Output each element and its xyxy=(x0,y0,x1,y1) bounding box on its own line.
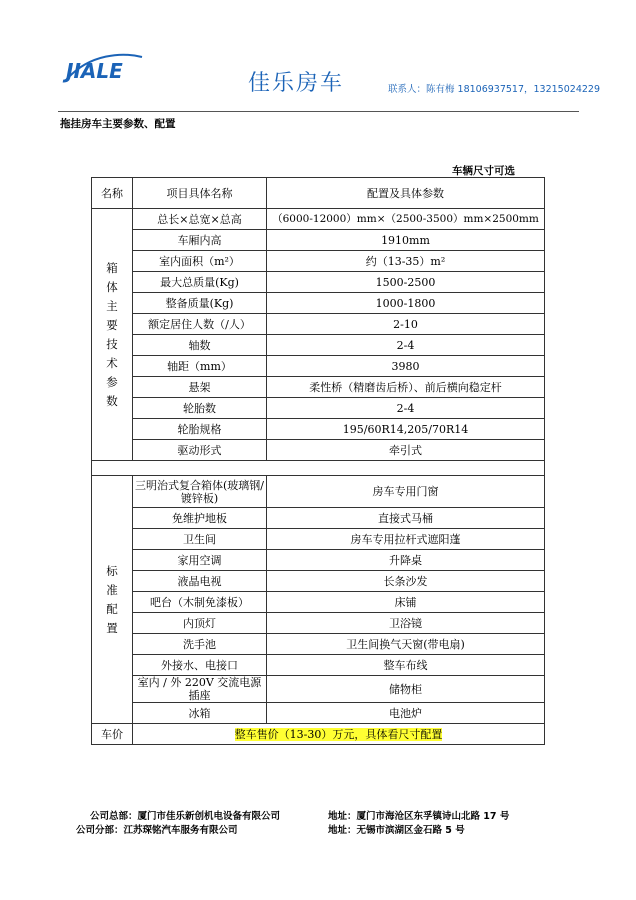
table-row xyxy=(92,293,545,314)
config-item-right: 储物柜 xyxy=(267,676,545,703)
table-row xyxy=(92,529,545,550)
spec-item: 驱动形式 xyxy=(133,440,267,461)
table-row xyxy=(92,592,545,613)
config-item-left: 家用空调 xyxy=(133,550,267,571)
config-section-label: 标 准 配 置 xyxy=(92,476,133,724)
spec-table xyxy=(91,177,545,745)
config-item-left: 液晶电视 xyxy=(133,571,267,592)
company-logo xyxy=(60,48,146,88)
table-row xyxy=(92,703,545,724)
table-row xyxy=(92,209,545,230)
spec-item: 轮胎规格 xyxy=(133,419,267,440)
table-row xyxy=(92,676,545,703)
spec-value: 2-4 xyxy=(267,398,545,419)
spec-value: 1000-1800 xyxy=(267,293,545,314)
config-item-left: 洗手池 xyxy=(133,634,267,655)
table-row xyxy=(92,272,545,293)
footer-branch-address: 地址：无锡市滨湖区金石路 5 号 xyxy=(328,825,465,836)
config-item-left: 免维护地板 xyxy=(133,508,267,529)
table-row xyxy=(92,440,545,461)
table-row xyxy=(92,613,545,634)
logo-text: JIALE xyxy=(66,59,123,83)
config-item-left: 外接水、电接口 xyxy=(133,655,267,676)
table-row xyxy=(92,419,545,440)
spec-value: 3980 xyxy=(267,356,545,377)
size-note: 车辆尺寸可选 xyxy=(452,165,515,177)
config-item-right: 房车专用门窗 xyxy=(267,476,545,508)
document-title: 拖挂房车主要参数、配置 xyxy=(60,118,176,130)
config-item-right: 卫浴镜 xyxy=(267,613,545,634)
config-item-left: 吧台（木制免漆板） xyxy=(133,592,267,613)
table-row xyxy=(92,314,545,335)
spec-value: 1910mm xyxy=(267,230,545,251)
spec-item: 轴数 xyxy=(133,335,267,356)
spec-value: 2-4 xyxy=(267,335,545,356)
table-row xyxy=(92,571,545,592)
table-row xyxy=(92,634,545,655)
header-value: 配置及具体参数 xyxy=(267,178,545,209)
config-item-left: 卫生间 xyxy=(133,529,267,550)
config-item-right: 长条沙发 xyxy=(267,571,545,592)
config-item-right: 电池炉 xyxy=(267,703,545,724)
spec-value: 1500-2500 xyxy=(267,272,545,293)
table-row xyxy=(92,377,545,398)
spec-value: 牵引式 xyxy=(267,440,545,461)
table-spacer-row xyxy=(92,461,545,476)
price-value: 整车售价（13-30）万元，具体看尺寸配置 xyxy=(234,727,443,741)
table-row xyxy=(92,476,545,508)
header-item: 项目具体名称 xyxy=(133,178,267,209)
table-row xyxy=(92,251,545,272)
config-item-left: 室内 / 外 220V 交流电源插座 xyxy=(133,676,267,703)
footer-hq-address: 地址：厦门市海沧区东孚镇诗山北路 17 号 xyxy=(328,811,510,822)
header-name: 名称 xyxy=(92,178,133,209)
config-item-left: 冰箱 xyxy=(133,703,267,724)
config-item-right: 卫生间换气天窗(带电扇) xyxy=(267,634,545,655)
footer-hq: 公司总部：厦门市佳乐新创机电设备有限公司 xyxy=(90,811,281,822)
table-row xyxy=(92,655,545,676)
config-item-right: 房车专用拉杆式遮阳蓬 xyxy=(267,529,545,550)
table-row xyxy=(92,550,545,571)
config-item-right: 整车布线 xyxy=(267,655,545,676)
brand-name: 佳乐房车 xyxy=(248,71,345,96)
table-row xyxy=(92,230,545,251)
spec-item: 总长×总宽×总高 xyxy=(133,209,267,230)
price-label: 车价 xyxy=(92,724,133,745)
spec-item: 室内面积（m²） xyxy=(133,251,267,272)
config-item-right: 直接式马桶 xyxy=(267,508,545,529)
spec-value: 195/60R14,205/70R14 xyxy=(267,419,545,440)
spec-value: 2-10 xyxy=(267,314,545,335)
header-divider xyxy=(58,111,579,112)
spec-value: （6000-12000）mm×（2500-3500）mm×2500mm xyxy=(267,209,545,230)
spec-item: 最大总质量(Kg) xyxy=(133,272,267,293)
table-row xyxy=(92,356,545,377)
tech-section-label: 箱 体 主 要 技 术 参 数 xyxy=(92,209,133,461)
spec-item: 车厢内高 xyxy=(133,230,267,251)
config-item-left: 三明治式复合箱体(玻璃钢/镀锌板) xyxy=(133,476,267,508)
config-item-left: 内顶灯 xyxy=(133,613,267,634)
config-item-right: 床铺 xyxy=(267,592,545,613)
spec-item: 整备质量(Kg) xyxy=(133,293,267,314)
spec-item: 额定居住人数（/人） xyxy=(133,314,267,335)
config-item-right: 升降桌 xyxy=(267,550,545,571)
spec-value: 柔性桥（精磨齿后桥）、前后横向稳定杆 xyxy=(267,377,545,398)
table-row xyxy=(92,398,545,419)
spec-value: 约（13-35）m² xyxy=(267,251,545,272)
table-header-row xyxy=(92,178,545,209)
spec-item: 轮胎数 xyxy=(133,398,267,419)
contact-info: 联系人：陈有梅 18106937517，13215024229 xyxy=(388,84,600,95)
table-row xyxy=(92,508,545,529)
spec-item: 悬架 xyxy=(133,377,267,398)
footer-branch: 公司分部：江苏琛铭汽车服务有限公司 xyxy=(76,825,238,836)
spec-item: 轴距（mm） xyxy=(133,356,267,377)
table-row xyxy=(92,335,545,356)
price-row xyxy=(92,724,545,745)
